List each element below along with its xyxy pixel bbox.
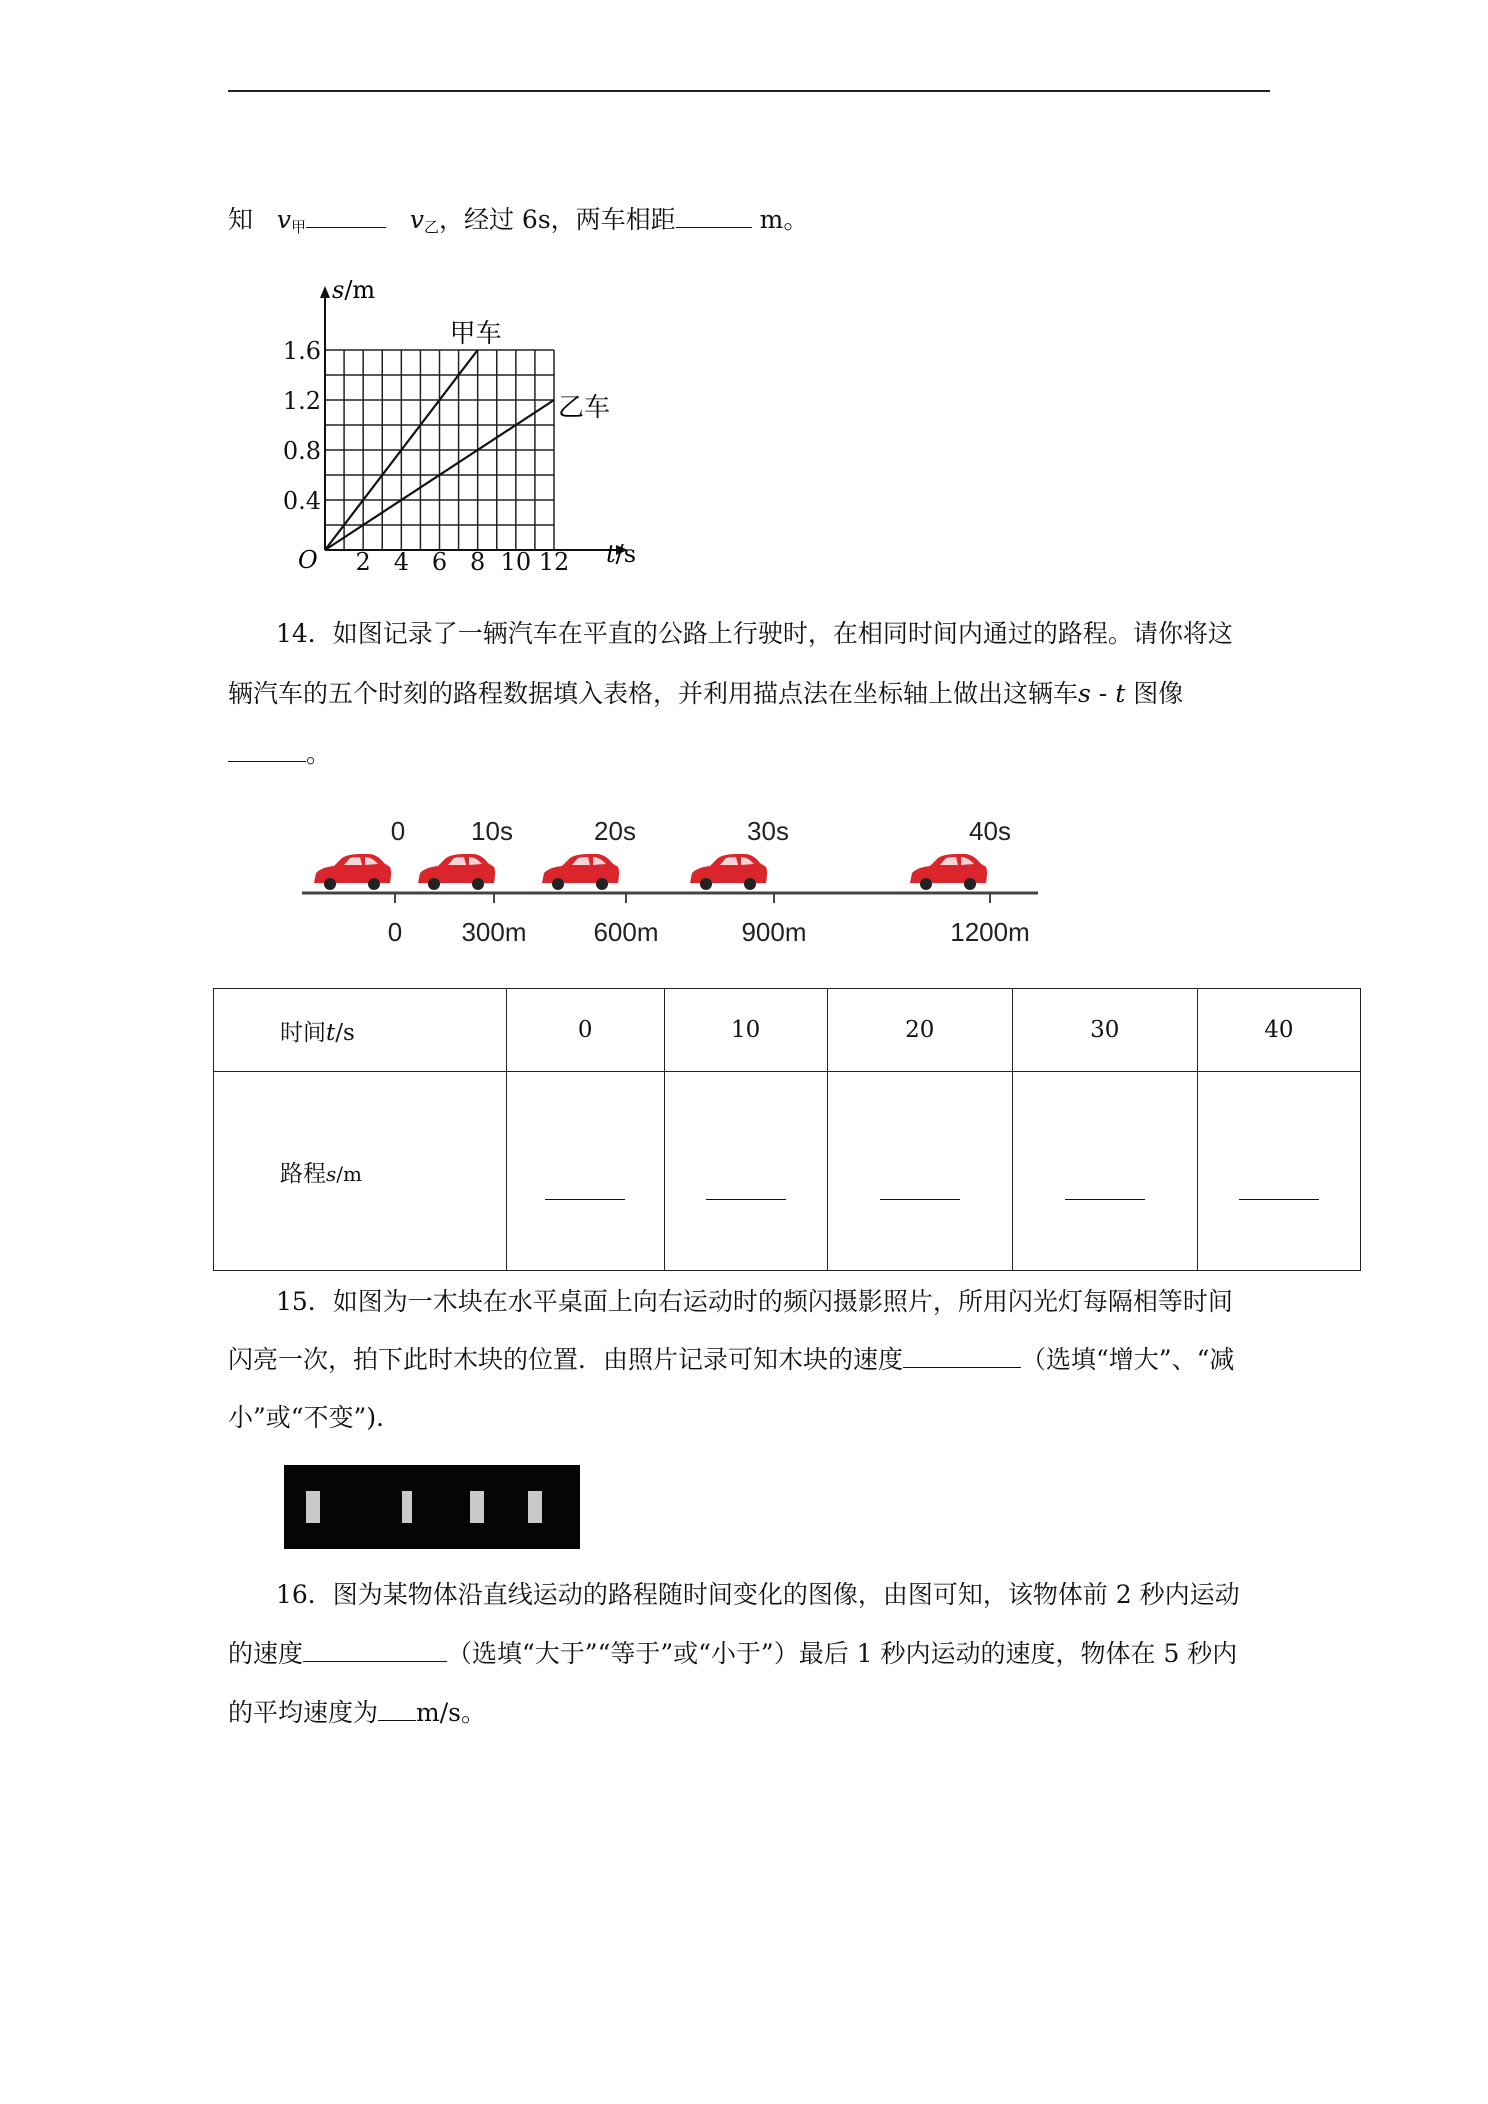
origin-label: O — [298, 546, 318, 574]
q13-tail-line — [228, 190, 1268, 257]
car-icon — [418, 854, 495, 890]
x-tick-label: 12 — [538, 548, 570, 576]
y-axis-label: s/m — [332, 278, 376, 304]
y-tick-label: 1.2 — [282, 387, 321, 415]
answer-blank[interactable] — [303, 1639, 447, 1662]
x-axis-label: t/s — [606, 540, 637, 568]
q13-mid-text: ，经过 6s，两车相距 — [438, 205, 676, 234]
x-tick-label: 2 — [355, 548, 371, 576]
table-cell-blank[interactable] — [827, 1072, 1012, 1271]
table-row-distance — [214, 1072, 1361, 1271]
time-label: 20s — [594, 816, 636, 846]
cars-figure — [290, 805, 1060, 955]
time-label: 40s — [969, 816, 1011, 846]
car-icon — [690, 854, 767, 890]
answer-blank[interactable] — [545, 1177, 625, 1200]
wood-block-image — [306, 1491, 320, 1523]
y-tick-label: 1.6 — [282, 337, 321, 365]
series-label-yi: 乙车 — [558, 393, 611, 423]
answer-blank[interactable] — [903, 1345, 1021, 1368]
table-cell: 10 — [664, 989, 827, 1072]
data-table — [213, 988, 1361, 1271]
series-label-jia: 甲车 — [449, 319, 502, 349]
x-tick-label: 8 — [470, 548, 486, 576]
table-cell-blank[interactable] — [664, 1072, 827, 1271]
q15-line2: 闪亮一次，拍下此时木块的位置．由照片记录可知木块的速度 （选填“增大”、“减 — [228, 1345, 1235, 1374]
table-cell-blank[interactable] — [1012, 1072, 1197, 1271]
answer-blank[interactable] — [676, 205, 752, 228]
wood-block-image — [470, 1491, 484, 1523]
wood-block-image — [528, 1491, 542, 1523]
x-tick-label: 6 — [431, 548, 448, 576]
v-sub-jia: 甲 — [290, 218, 306, 236]
q14-line1: 14．如图记录了一辆汽车在平直的公路上行驶时，在相同时间内通过的路程。请你将这 — [276, 619, 1233, 648]
q15-line1: 15．如图为一木块在水平桌面上向右运动时的频闪摄影照片，所用闪光灯每隔相等时间 — [276, 1287, 1233, 1316]
answer-blank[interactable] — [880, 1177, 960, 1200]
st-chart — [270, 278, 660, 578]
table-cell: 40 — [1197, 989, 1360, 1072]
table-cell: 0 — [506, 989, 664, 1072]
q16-line1: 16．图为某物体沿直线运动的路程随时间变化的图像，由图可知，该物体前 2 秒内运动 — [276, 1580, 1240, 1609]
time-label: 30s — [747, 816, 789, 846]
car-icon — [314, 854, 391, 890]
table-cell: 20 — [827, 989, 1012, 1072]
answer-blank[interactable] — [228, 739, 306, 762]
q14-line3: 。 — [228, 724, 1268, 784]
time-label: 0 — [390, 816, 406, 846]
x-tick-label: 10 — [500, 548, 532, 576]
answer-blank[interactable] — [306, 205, 386, 228]
y-axis-arrow-icon — [320, 286, 330, 298]
v-symbol: v — [276, 205, 291, 234]
q13-unit: m。 — [759, 205, 809, 234]
row-header-distance: 路程s/m — [214, 1072, 507, 1271]
chart-grid — [325, 350, 554, 550]
answer-blank[interactable] — [1239, 1177, 1319, 1200]
q16-line2: 的速度 （选填“大于”“等于”或“小于”）最后 1 秒内运动的速度，物体在 5 秒内 — [228, 1639, 1238, 1668]
q15-line3: 小”或“不变”)． — [228, 1403, 402, 1432]
table-cell-blank[interactable] — [1197, 1072, 1360, 1271]
distance-label: 1200m — [950, 917, 1030, 947]
y-tick-label: 0.8 — [282, 437, 321, 465]
x-tick-label: 4 — [393, 548, 409, 576]
distance-label: 900m — [741, 917, 807, 947]
y-tick-label: 0.4 — [282, 487, 321, 515]
table-row-time — [214, 989, 1361, 1072]
distance-label: 300m — [461, 917, 527, 947]
q16-line3: 的平均速度为 m/s。 — [228, 1698, 486, 1727]
answer-blank[interactable] — [706, 1177, 786, 1200]
distance-label: 0 — [387, 917, 403, 947]
table-cell: 30 — [1012, 989, 1197, 1072]
answer-blank[interactable] — [1065, 1177, 1145, 1200]
v-symbol: v — [409, 205, 424, 234]
row-header-time: 时间t/s — [214, 989, 507, 1072]
car-icon — [542, 854, 619, 890]
table-cell-blank[interactable] — [506, 1072, 664, 1271]
flash-photo — [284, 1465, 580, 1549]
answer-blank[interactable] — [378, 1698, 416, 1721]
q13-prefix: 知 — [228, 205, 254, 234]
time-label: 10s — [471, 816, 513, 846]
header-rule — [228, 90, 1270, 92]
car-icon — [910, 854, 987, 890]
distance-label: 600m — [593, 917, 659, 947]
v-sub-yi: 乙 — [423, 218, 439, 236]
wood-block-image — [402, 1491, 412, 1523]
q14-line2: 辆汽车的五个时刻的路程数据填入表格，并利用描点法在坐标轴上做出这辆车s - t 图像 — [228, 679, 1184, 708]
